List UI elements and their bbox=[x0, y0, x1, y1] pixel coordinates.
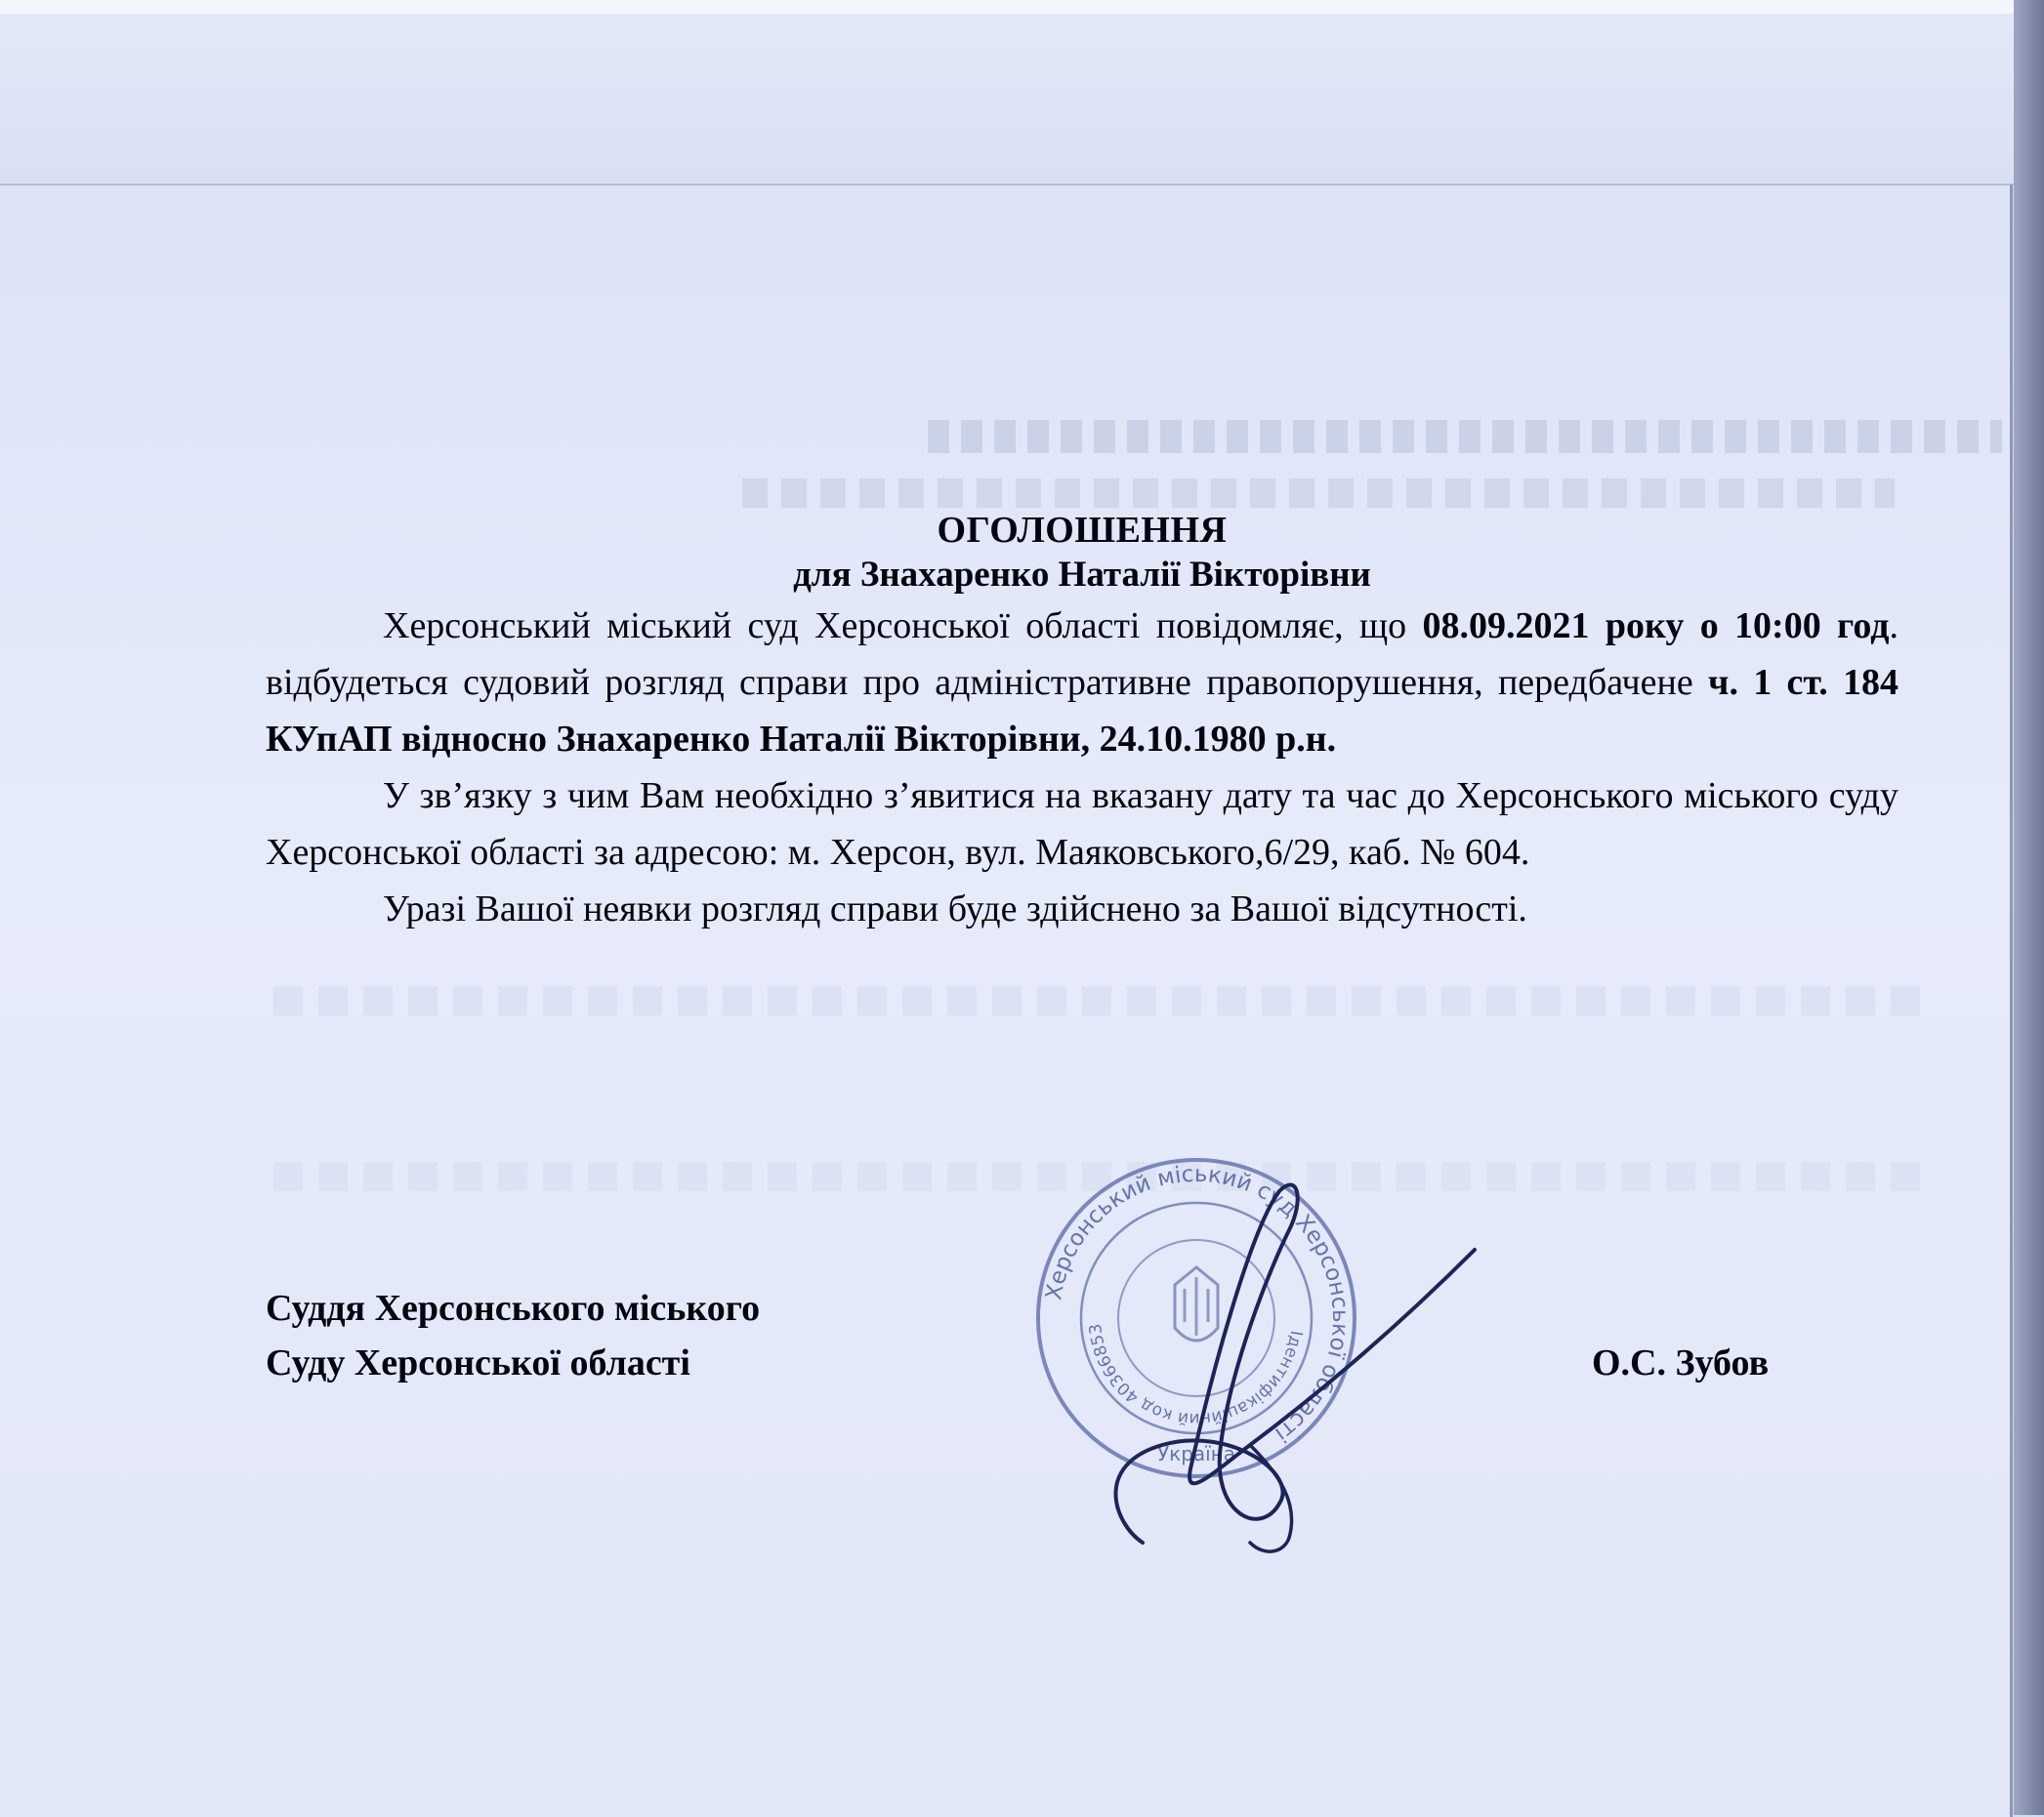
signature-loop bbox=[1250, 1445, 1292, 1551]
seal-outer-text: Херсонський міський суд Херсонської області bbox=[1041, 1161, 1354, 1447]
judge-signature bbox=[1055, 1152, 1484, 1562]
hearing-text-a: Херсонський міський суд Херсонської області повідомляє, що bbox=[383, 605, 1423, 646]
back-sheet bbox=[0, 0, 2016, 186]
hearing-date: 08.09.2021 року о 10:00 год bbox=[1422, 605, 1890, 646]
seal-inner-text: Ідентифікаційний код 40366853 bbox=[1086, 1322, 1307, 1429]
back-sheet-strip bbox=[0, 0, 2014, 14]
hearing-text-b: . відбудеться судовий розгляд справи про адміністративне правопорушення, передбачене bbox=[266, 605, 1898, 703]
judge-position bbox=[266, 1281, 760, 1390]
signature-stroke bbox=[1116, 1185, 1476, 1543]
background-edge bbox=[2014, 0, 2044, 1815]
show-through-line bbox=[928, 420, 2002, 453]
notice-paragraph-address: У зв’язку з чим Вам необхідно з’явитися на вказану дату та час до Херсонського міського суду Херсонської області за адресою: м. Херсон, вул. Маяковського,6/29, каб. № 604. bbox=[266, 775, 1898, 873]
notice-body bbox=[266, 508, 1898, 937]
hearing-article: ч. 1 ст. 184 КУпАП відносно Знахаренко Наталії Вікторівни, 24.10.1980 р.н. bbox=[266, 662, 1899, 760]
notice-paragraph-hearing bbox=[266, 598, 1898, 767]
notice-title: ОГОЛОШЕННЯ bbox=[937, 510, 1228, 551]
document-page bbox=[0, 184, 2013, 1817]
judge-position-line2: Суду Херсонської області bbox=[266, 1342, 690, 1383]
judge-position-line1: Суддя Херсонського міського bbox=[266, 1288, 761, 1329]
notice-recipient: для Знахаренко Наталії Вікторівни bbox=[793, 555, 1371, 595]
show-through-line bbox=[273, 986, 1934, 1015]
show-through-line bbox=[742, 478, 1895, 508]
seal-country: Україна bbox=[1156, 1442, 1236, 1466]
notice-paragraph-absence: Уразі Вашої неявки розгляд справи буде здійснено за Вашої відсутності. bbox=[383, 888, 1527, 929]
judge-name: О.С. Зубов bbox=[1592, 1342, 1770, 1383]
